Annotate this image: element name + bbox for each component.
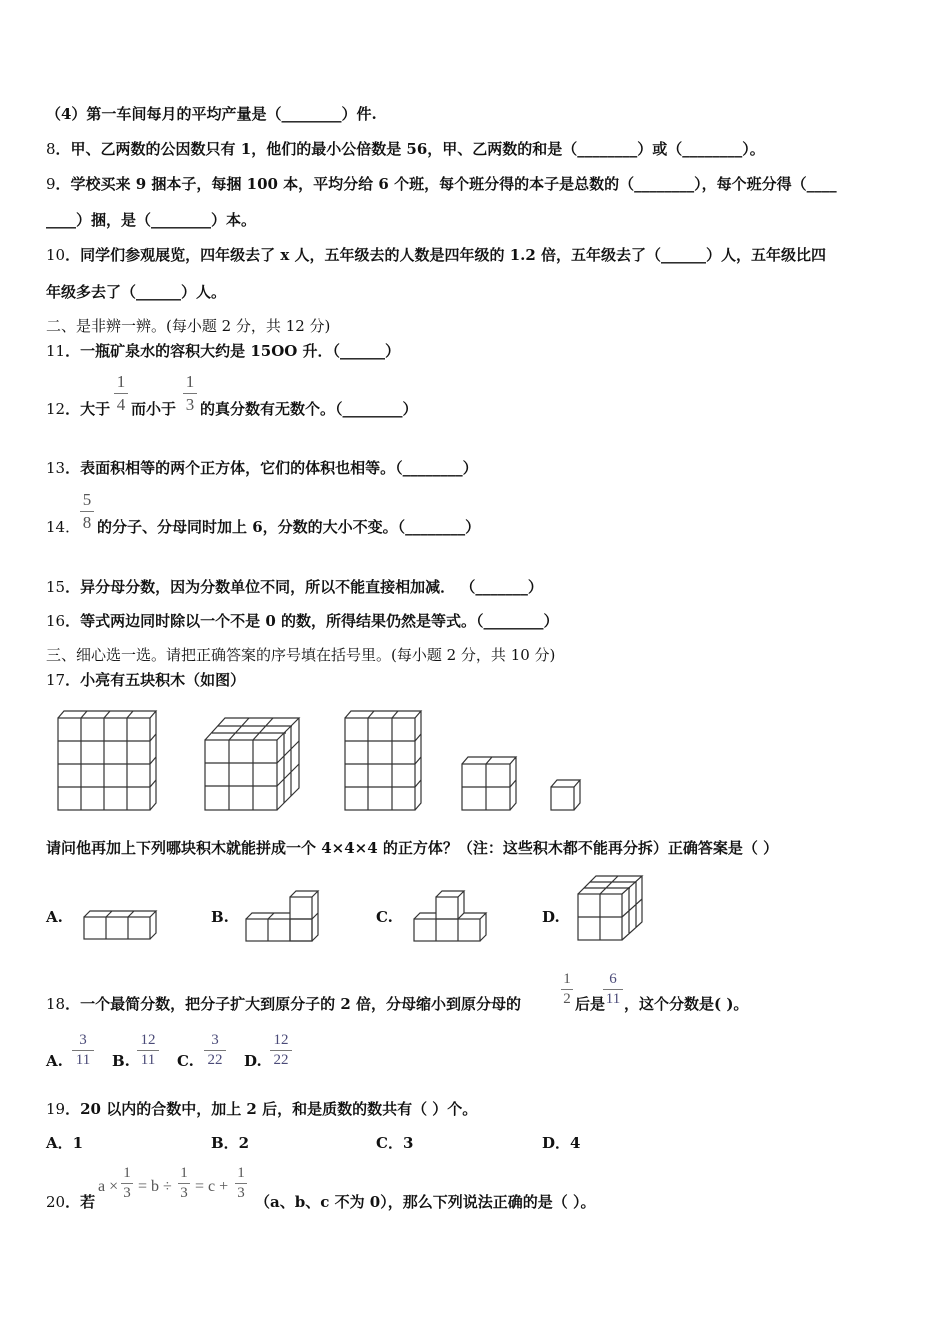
- question-19: [46, 1098, 477, 1119]
- question-17-prompt: 请问他再加上下列哪块积木就能拼成一个 4×4×4 的正方体？（注：这些积木都不能再分拆）正确答案是（ ）: [46, 839, 779, 857]
- question-number: 15: [46, 578, 66, 596]
- equation-a-times: a ×: [98, 1178, 119, 1195]
- option-b-figure[interactable]: [242, 885, 322, 945]
- block-5: [551, 780, 580, 810]
- question-text: ．甲、乙两数的公因数只有 1，他们的最小公倍数是 56，甲、乙两数的和是（________）或（________）。: [55, 140, 765, 158]
- question-number: 14: [46, 518, 66, 536]
- question-number: 16: [46, 612, 66, 630]
- fraction-one-half: 1 2: [561, 972, 573, 1007]
- question-number: 10: [46, 246, 66, 264]
- question-12-text-c: 的真分数有无数个。（________）: [200, 400, 418, 418]
- question-18-text-c: ，这个分数是( )。: [624, 995, 749, 1013]
- question-text: ．异分母分数，因为分数单位不同，所以不能直接相加减． （_______）: [65, 578, 543, 596]
- q20-fraction-2: 1 3: [178, 1166, 190, 1201]
- q19-option-b[interactable]: B．2: [211, 1134, 250, 1152]
- question-10: [46, 244, 826, 265]
- option-d-label[interactable]: D.: [542, 908, 560, 926]
- option-b-label[interactable]: B.: [211, 908, 229, 926]
- option-a-label[interactable]: A.: [46, 908, 63, 926]
- block-3: [345, 711, 421, 810]
- question-8: [46, 138, 765, 159]
- question-12: [46, 398, 110, 419]
- block-1: [58, 711, 156, 810]
- fraction-one-quarter: 1 4: [114, 373, 128, 414]
- question-text: ．小亮有五块积木（如图）: [65, 671, 246, 689]
- q20-fraction-3: 1 3: [235, 1166, 247, 1201]
- equation-b-divide: = b ÷: [138, 1178, 172, 1195]
- question-11: [46, 340, 400, 361]
- question-number: 17: [46, 671, 66, 689]
- question-text: ．同学们参观展览，四年级去了 x 人，五年级去的人数是四年级的 1.2 倍，五年级去了（______）人，五年级比四: [65, 246, 827, 264]
- equation-c-plus: = c +: [195, 1178, 229, 1195]
- q18-option-b-label[interactable]: B.: [112, 1052, 130, 1070]
- fraction-six-elevenths: 6 11: [603, 972, 623, 1007]
- question-text: ．等式两边同时除以一个不是 0 的数，所得结果仍然是等式。（________）: [65, 612, 559, 630]
- option-d-figure[interactable]: [572, 872, 652, 946]
- q7-part4: （4）第一车间每月的平均产量是（________）件.: [46, 105, 377, 123]
- question-text: ．一个最简分数，把分子扩大到原分子的 2 倍，分母缩小到原分母的: [65, 995, 521, 1013]
- question-14-text: 的分子、分母同时加上 6，分数的大小不变。（________）: [97, 518, 481, 536]
- question-text: ．大于: [65, 400, 111, 418]
- option-c-label[interactable]: C.: [376, 908, 393, 926]
- question-number: 12: [46, 400, 66, 418]
- q20-fraction-1: 1 3: [121, 1166, 133, 1201]
- question-13: [46, 457, 478, 478]
- fraction-five-eighths: 5 8: [80, 491, 94, 532]
- question-9-continued: ____）捆，是（________）本。: [46, 211, 257, 229]
- section-3-heading: 三、细心选一选。请把正确答案的序号填在括号里。(每小题 2 分，共 10 分): [46, 646, 556, 664]
- question-number: 8: [46, 140, 56, 158]
- question-number: 13: [46, 459, 66, 477]
- question-20-text-b: （a、b、c 不为 0），那么下列说法正确的是（ ）。: [255, 1193, 596, 1211]
- option-c-figure[interactable]: [410, 885, 490, 945]
- question-14: 14．: [46, 518, 81, 536]
- q18-option-b-fraction[interactable]: 12 11: [137, 1033, 159, 1068]
- question-text: ．20 以内的合数中，加上 2 后，和是质数的数共有（ ）个。: [65, 1100, 478, 1118]
- question-number: 20: [46, 1193, 66, 1211]
- question-16: [46, 610, 558, 631]
- question-18: [46, 993, 521, 1014]
- q18-option-a-label[interactable]: A.: [46, 1052, 63, 1070]
- question-15: [46, 576, 543, 597]
- question-10-continued: 年级多去了（______）人。: [46, 283, 227, 301]
- section-2-heading: 二、是非辨一辨。(每小题 2 分，共 12 分): [46, 317, 331, 335]
- q19-option-a[interactable]: A．1: [46, 1134, 84, 1152]
- question-18-text-b: 后是: [575, 995, 606, 1013]
- question-number: 18: [46, 995, 66, 1013]
- question-9: [46, 173, 837, 194]
- block-2: [205, 718, 299, 810]
- q18-option-a-fraction[interactable]: 3 11: [72, 1033, 94, 1068]
- question-17: [46, 669, 245, 690]
- question-12-text-b: 而小于: [131, 400, 177, 418]
- question-number: 19: [46, 1100, 66, 1118]
- q19-option-d[interactable]: D．4: [542, 1134, 581, 1152]
- option-a-figure[interactable]: [80, 905, 160, 941]
- question-20: [46, 1191, 95, 1212]
- question-number: 9: [46, 175, 56, 193]
- five-blocks-figure: [50, 706, 590, 816]
- q18-option-d-label[interactable]: D.: [244, 1052, 262, 1070]
- q18-option-d-fraction[interactable]: 12 22: [270, 1033, 292, 1068]
- question-number: 11: [46, 342, 66, 360]
- question-text: ．若: [65, 1193, 96, 1211]
- question-text: ．学校买来 9 捆本子，每捆 100 本，平均分给 6 个班，每个班分得的本子是总数的（________），每个班分得（____: [55, 175, 837, 193]
- question-text: ．一瓶矿泉水的容积大约是 15OO 升．（______）: [65, 342, 401, 360]
- question-text: ．表面积相等的两个正方体，它们的体积也相等。（________）: [65, 459, 478, 477]
- q18-option-c-label[interactable]: C.: [177, 1052, 194, 1070]
- block-4: [462, 757, 516, 810]
- q19-option-c[interactable]: C．3: [376, 1134, 414, 1152]
- q18-option-c-fraction[interactable]: 3 22: [204, 1033, 226, 1068]
- fraction-one-third: 1 3: [183, 373, 197, 414]
